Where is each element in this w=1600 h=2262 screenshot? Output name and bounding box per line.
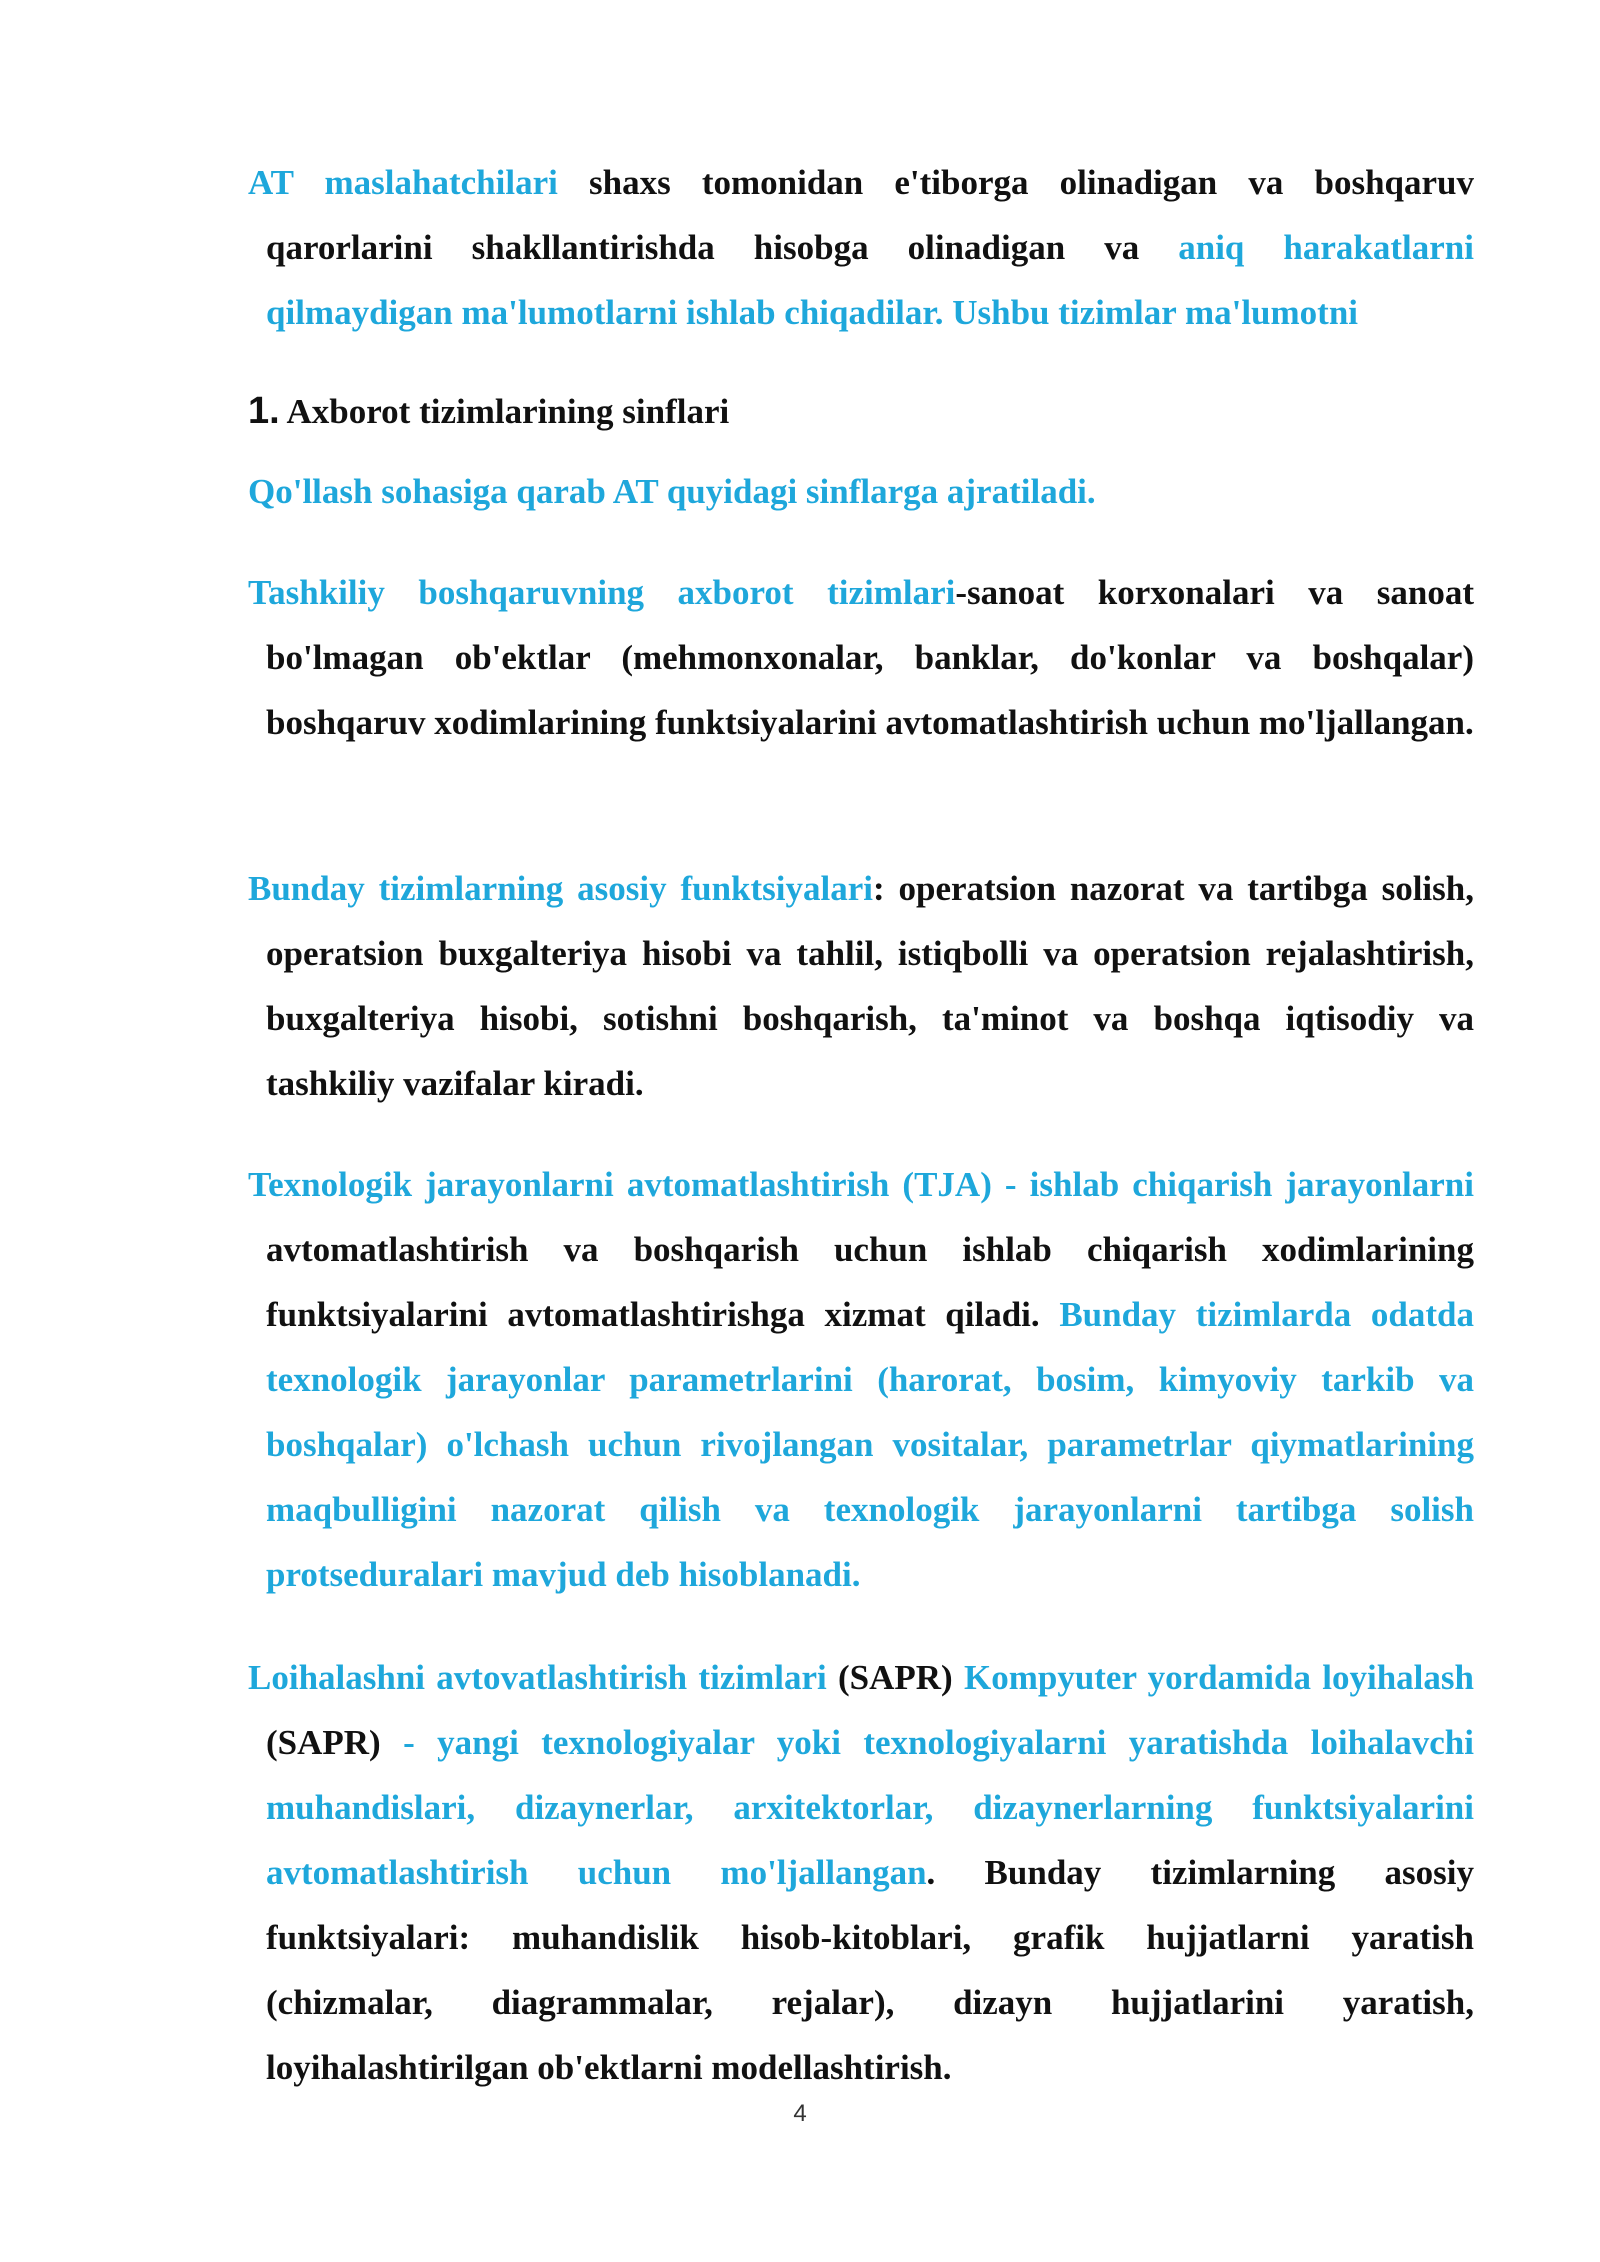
sapr-term: Loihalashni avtovatlashtirish tizimlari [248, 1658, 838, 1697]
classes-intro: Qo'llash sohasiga qarab AT quyidagi sinflarga ajratiladi. [248, 472, 1096, 511]
org-systems-text: -sanoat korxonalari va sanoat bo'lmagan ob'ektlar (mehmonxonalar, banklar, do'konlar va boshqalar) boshqaruv xodimlarining funktsiyalarini avtomatlashtirish uchun mo'ljallangan. [266, 573, 1474, 742]
section-number: 1. [248, 390, 280, 432]
sapr-highlight-text: - yangi texnologiyalar yoki texnologiyalarni yaratishda loihalavchi muhandislari, dizaynerlar, arxitektorlar, dizaynerlarning funktsiyalarini avtomatlashtirish uchun mo'ljallangan [266, 1723, 1474, 1892]
section-heading [248, 386, 729, 437]
functions-term: Bunday tizimlarning asosiy funktsiyalari [248, 869, 873, 908]
intro-paragraph [248, 150, 1474, 345]
sapr-abbr-2: (SAPR) [266, 1723, 404, 1762]
sapr-term-2: Kompyuter yordamida loyihalash [963, 1658, 1474, 1697]
section-title: Axborot tizimlarining sinflari [279, 392, 730, 431]
intro-highlight-text: aniq harakatlarni qilmaydigan ma'lumotlarni ishlab chiqadilar. Ushbu tizimlar ma'lumotni [266, 228, 1474, 332]
org-systems-term: Tashkiliy boshqaruvning axborot tizimlari [248, 573, 956, 612]
sapr-text: . Bunday tizimlarning asosiy funktsiyalari: muhandislik hisob-kitoblari, grafik hujjatlarni yaratish (chizmalar, diagrammalar, rejalar), dizayn hujjatlarini yaratish, loyihalashtirilgan ob'ektlarni modellashtirish. [266, 1853, 1474, 2087]
tja-highlight-text: Bunday tizimlarda odatda texnologik jarayonlar parametrlarini (harorat, bosim, kimyoviy tarkib va boshqalar) o'lchash uchun rivojlangan vositalar, parametrlar qiymatlarining maqbulligini nazorat qilish va texnologik jarayonlarni tartibga solish protseduralari mavjud deb hisoblanadi. [266, 1295, 1474, 1594]
functions-text: : operatsion nazorat va tartibga solish, operatsion buxgalteriya hisobi va tahlil, istiqbolli va operatsion rejalashtirish, buxgalteriya hisobi, sotishni boshqarish, ta'minot va boshqa iqtisodiy va tashkiliy vazifalar kiradi. [266, 869, 1474, 1103]
org-systems-paragraph [248, 560, 1474, 755]
tja-paragraph [248, 1152, 1474, 1607]
functions-paragraph [248, 856, 1474, 1116]
page-number: 4 [793, 2100, 807, 2127]
intro-text: shaxs tomonidan e'tiborga olinadigan va boshqaruv qarorlarini shakllantirishda hisobga olinadigan va [266, 163, 1474, 267]
intro-highlight-term: AT maslahatchilari [248, 163, 558, 202]
tja-text: avtomatlashtirish va boshqarish uchun ishlab chiqarish xodimlarining funktsiyalarini avtomatlashtirishga xizmat qiladi. [266, 1230, 1474, 1334]
tja-term: Texnologik jarayonlarni avtomatlashtirish (TJA) - ishlab chiqarish jarayonlarni [248, 1165, 1474, 1204]
sapr-abbr-1: (SAPR) [837, 1658, 964, 1697]
sapr-paragraph [248, 1645, 1474, 2100]
